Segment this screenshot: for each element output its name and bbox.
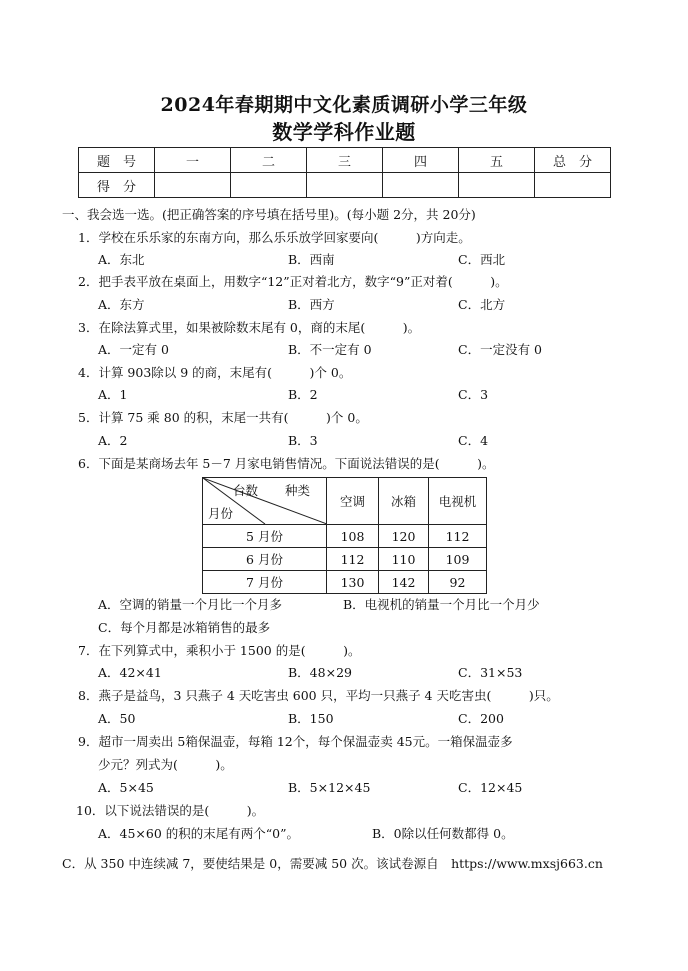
question-9-continued: 少元？列式为( )。	[98, 757, 233, 772]
q9-option-a: A．5×45	[98, 780, 154, 795]
score-header-cell: 二	[231, 148, 307, 173]
q3-option-b: B．不一定有 0	[288, 342, 372, 357]
question-8: 8．燕子是益鸟，3 只燕子 4 天吃害虫 600 只，平均一只燕子 4 天吃害虫( )只。	[78, 688, 559, 703]
score-input-cell[interactable]	[535, 173, 611, 198]
q3-option-a: A．一定有 0	[98, 342, 169, 357]
exam-title-line1: 2024年春期期中文化素质调研小学三年级	[160, 94, 528, 116]
sales-value-cell: 120	[379, 525, 429, 548]
q3-option-c: C．一定没有 0	[458, 342, 542, 357]
q2-option-c: C．北方	[458, 297, 506, 312]
sales-value-cell: 142	[379, 571, 429, 594]
q2-option-b: B．西方	[288, 297, 335, 312]
sales-value-cell: 92	[429, 571, 487, 594]
sales-row	[203, 571, 487, 594]
q7-option-b: B．48×29	[288, 665, 352, 680]
sales-header-cell: 冰箱	[379, 478, 429, 525]
question-2: 2．把手表平放在桌面上，用数字“12”正对着北方，数字“9”正对着( )。	[78, 274, 508, 289]
score-table-header-row	[79, 148, 611, 173]
sales-value-cell: 130	[327, 571, 379, 594]
q6-option-c: C．每个月都是冰箱销售的最多	[98, 620, 271, 635]
question-4: 4．计算 903除以 9 的商，末尾有( )个 0。	[78, 365, 352, 380]
q9-option-b: B．5×12×45	[288, 780, 371, 795]
sales-row	[203, 548, 487, 571]
q10-option-b: B．0除以任何数都得 0。	[372, 826, 514, 841]
corner-label-count: 台数	[233, 483, 259, 498]
score-input-cell[interactable]	[231, 173, 307, 198]
sales-header-row	[203, 478, 487, 525]
q10-option-a: A．45×60 的积的末尾有两个“0”。	[98, 826, 300, 841]
q4-option-a: A．1	[98, 387, 128, 402]
question-10: 10．以下说法错误的是( )。	[76, 803, 265, 818]
q1-option-b: B．西南	[288, 252, 335, 267]
question-5: 5．计算 75 乘 80 的积，末尾一共有( )个 0。	[78, 410, 368, 425]
sales-value-cell: 108	[327, 525, 379, 548]
q1-option-c: C．西北	[458, 252, 506, 267]
q5-option-c: C．4	[458, 433, 489, 448]
section-1-heading: 一、我会选一选。(把正确答案的序号填在括号里)。(每小题 2分，共 20分)	[62, 207, 476, 222]
score-header-cell: 三	[307, 148, 383, 173]
sales-value-cell: 112	[429, 525, 487, 548]
q5-option-a: A．2	[98, 433, 128, 448]
sales-value-cell: 112	[327, 548, 379, 571]
sales-month-cell: 5 月份	[203, 525, 327, 548]
corner-label-type: 种类	[285, 483, 311, 498]
score-input-cell[interactable]	[459, 173, 535, 198]
score-header-cell: 总 分	[535, 148, 611, 173]
score-table-score-row	[79, 173, 611, 198]
q7-option-a: A．42×41	[98, 665, 162, 680]
question-1: 1．学校在乐乐家的东南方向，那么乐乐放学回家要向( )方向走。	[78, 230, 471, 245]
question-3: 3．在除法算式里，如果被除数末尾有 0，商的末尾( )。	[78, 320, 421, 335]
q5-option-b: B．3	[288, 433, 318, 448]
score-input-cell[interactable]	[307, 173, 383, 198]
q4-option-c: C．3	[458, 387, 489, 402]
q1-option-a: A．东北	[98, 252, 145, 267]
q10-option-c: C．从 350 中连续减 7，要使结果是 0，需要减 50 次。该试卷源自 https://www.mxsj663.cn	[62, 856, 603, 871]
score-input-cell[interactable]	[383, 173, 459, 198]
sales-value-cell: 109	[429, 548, 487, 571]
sales-header-cell: 空调	[327, 478, 379, 525]
sales-table	[202, 477, 487, 594]
score-input-cell[interactable]	[155, 173, 231, 198]
exam-title-line2: 数学学科作业题	[272, 120, 416, 144]
score-header-cell: 四	[383, 148, 459, 173]
q2-option-a: A．东方	[98, 297, 145, 312]
corner-label-month: 月份	[208, 506, 234, 521]
sales-month-cell: 6 月份	[203, 548, 327, 571]
q9-option-c: C．12×45	[458, 780, 523, 795]
q4-option-b: B．2	[288, 387, 318, 402]
q8-option-c: C．200	[458, 711, 504, 726]
sales-header-cell: 电视机	[429, 478, 487, 525]
q6-option-b: B．电视机的销量一个月比一个月少	[343, 597, 540, 612]
q7-option-c: C．31×53	[458, 665, 523, 680]
q8-option-a: A．50	[98, 711, 136, 726]
sales-month-cell: 7 月份	[203, 571, 327, 594]
question-9: 9．超市一周卖出 5箱保温壶，每箱 12个，每个保温壶卖 45元。一箱保温壶多	[78, 734, 513, 749]
sales-value-cell: 110	[379, 548, 429, 571]
score-header-cell: 五	[459, 148, 535, 173]
score-header-cell: 题 号	[79, 148, 155, 173]
question-6: 6．下面是某商场去年 5－7 月家电销售情况。下面说法错误的是( )。	[78, 456, 495, 471]
q8-option-b: B．150	[288, 711, 334, 726]
sales-corner-cell	[203, 478, 327, 525]
q6-option-a: A．空调的销量一个月比一个月多	[98, 597, 283, 612]
sales-row	[203, 525, 487, 548]
score-row-label: 得 分	[79, 173, 155, 198]
score-header-cell: 一	[155, 148, 231, 173]
score-table	[78, 147, 611, 198]
question-7: 7．在下列算式中，乘积小于 1500 的是( )。	[78, 643, 361, 658]
